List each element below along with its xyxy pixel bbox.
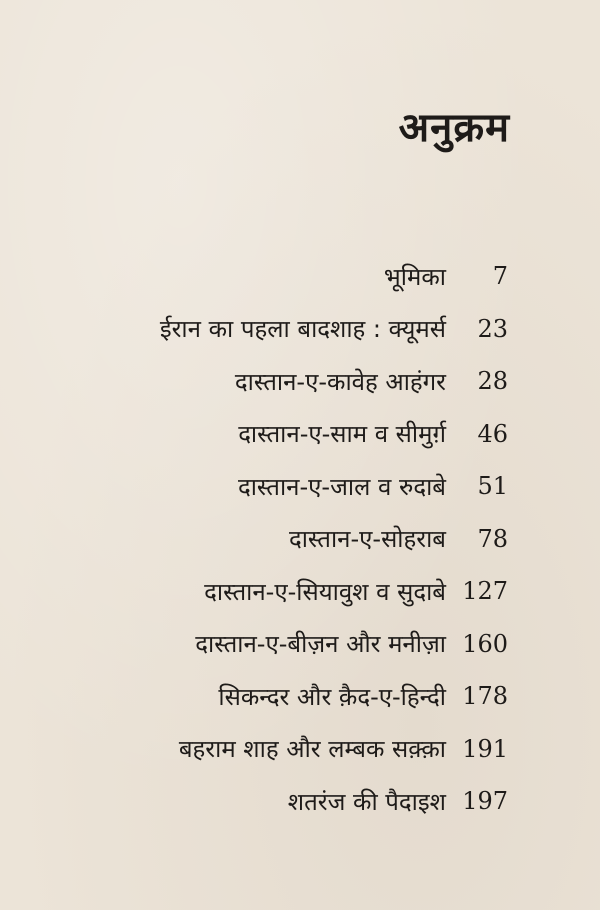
toc-entry-title: बहराम शाह और लम्बक सक़्क़ा xyxy=(178,735,446,764)
toc-entry-title: दास्तान-ए-बीज़न और मनीज़ा xyxy=(195,630,446,659)
toc-entry-kaveh xyxy=(28,355,508,408)
toc-entry-page: 127 xyxy=(462,577,508,606)
toc-entry-title: दास्तान-ए-साम व सीमुर्ग़ xyxy=(238,420,446,449)
toc-entry-zaal xyxy=(28,460,508,513)
toc-entry-bhumika xyxy=(28,250,508,303)
toc-entry-page: 197 xyxy=(462,787,508,816)
page-title: अनुक्रम xyxy=(398,105,510,151)
toc-entry-title: शतरंज की पैदाइश xyxy=(287,787,446,816)
toc-entry-sohrab xyxy=(28,513,508,566)
toc-entry-page: 178 xyxy=(462,682,508,711)
toc-entry-siyavush xyxy=(28,565,508,618)
toc-entry-page: 46 xyxy=(477,419,508,448)
toc-entry-title: दास्तान-ए-सियावुश व सुदाबे xyxy=(204,577,446,606)
toc-entry-page: 191 xyxy=(462,734,508,763)
toc-entry-title: दास्तान-ए-जाल व रुदाबे xyxy=(237,472,446,501)
toc-entry-page: 78 xyxy=(477,524,508,553)
toc-entry-bahram xyxy=(28,723,508,776)
toc-entry-kyumars xyxy=(28,303,508,356)
toc-entry-page: 28 xyxy=(477,367,508,396)
toc-entry-page: 160 xyxy=(462,629,508,658)
table-of-contents xyxy=(28,250,508,828)
toc-entry-title: सिकन्दर और क़ैद-ए-हिन्दी xyxy=(218,682,446,711)
toc-entry-saam xyxy=(28,408,508,461)
toc-entry-title: भूमिका xyxy=(383,262,446,291)
toc-entry-title: ईरान का पहला बादशाह : क्यूमर्स xyxy=(159,315,446,344)
toc-entry-shatranj xyxy=(28,775,508,828)
toc-entry-page: 51 xyxy=(477,472,508,501)
toc-entry-sikandar xyxy=(28,670,508,723)
toc-entry-page: 7 xyxy=(492,262,508,291)
toc-entry-title: दास्तान-ए-कावेह आहंगर xyxy=(234,367,446,396)
toc-entry-page: 23 xyxy=(477,314,508,343)
toc-entry-title: दास्तान-ए-सोहराब xyxy=(288,525,446,554)
toc-entry-bizhan xyxy=(28,618,508,671)
